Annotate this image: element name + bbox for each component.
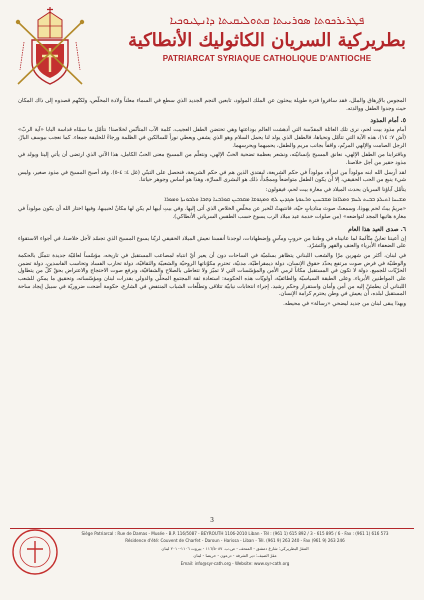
- footer-summer-residence-ar: مقرّ الصيف: دير الشرفة - درعون - حريصا - لبنان: [193, 553, 277, 558]
- section-heading: ٦. صدى العيد هذا العام: [348, 225, 406, 233]
- paragraph: وبهذا يبقى لبنان من جديد ليضحي «رسالة» في محيطه.: [283, 301, 406, 308]
- footer-divider: [10, 528, 414, 529]
- syriac-title: ܦܛܪܝܪܟܘܬܐ ܣܘܪܝܝܬܐ ܩܬܘܠܝܩܝܬܐ ܕܐܢܛܝܘܟܝܐ: [169, 14, 365, 27]
- section-heading: ٥. أمام المذود: [370, 117, 406, 125]
- letter-body: [18, 98, 406, 311]
- footer-contact: Email: info@syr-cath.org - Website: www.syr-cath.org: [180, 561, 290, 566]
- footer-address-ar: المقرّ البطريركي: شارع دمشق - المتحف - ص.ب. ١١٦/٥٠٨٧ - بيروت ١١٠٦-٢٠١٠ لبنان: [161, 546, 309, 551]
- patriarchate-emblem: [10, 6, 90, 88]
- paragraph: إن أعيننا تعاينُ متّألمةً لما عانيناه في وطننا من حروبٍ ومآسٍ وإضطهادات، لوجدنا أنفسنا نعيش الميلاد الحقيقي لربّنا يسوع المسيح الذي تجسّد لأجل خلاصنا، في أجواء الاستقواء على الضعفاء الأبرياء والعنف والقهر والتشرّد.: [18, 235, 406, 250]
- official-stamp: [10, 527, 60, 577]
- footer-address-fr: Siège Patriarcal : Rue de Damas - Musée - B.P. 116/5087 - BEYROUTH 1106-2010 Liban - Tél : (961 1) 615 892 / 3 - 615 895 / 6 - Fax : (961 1) 616 573: [81, 531, 389, 536]
- french-title: PATRIARCAT SYRIAQUE CATHOLIQUE D'ANTIOCHE: [162, 54, 372, 63]
- paragraph: لقد أرسل الله ابنه مولوداً من امرأة، مولوداً في حكم الشريعة، ليفتدي الذين هم في حكم الشريعة، فنحصل على التبنّي (غل ٤: ٤-٥). وقد أصبح المسيح في مذود صغير، وليس شيء ينبع من الحب الحقيقي، إلا أن يكون الطفل متواضعاً وممجّداً، ذلك هو البشرى السارّة، وهذا هو أساس وجوهر حياتنا.: [18, 169, 406, 184]
- paragraph: «مريمُ بيتُ لحم يهوذا، وسمعتْ صوتَ منادياتٍ حيّة، فانتبهتْ لتُخبر عن مخلّصِ الخلاص الذي أتى إليها. وفي بيتِ أبيها لم يكن لها مكانٌ لحبيبها، وفيها اختار الله أن يكون مولوداً في مغارة هاتيها المجد لتواضعه» (من صلوات خدمة عيد ميلاد الرب يسوع حسب الطقس السرياني الأنطاكي).: [18, 206, 406, 221]
- paragraph: وباقترابنا من الطفل الإلهي، نعانق المسيح بإنسانيّته، ونشعر بعظمة تضحية الحبّ الإلهي، ونتعلّم من المسيح معنى الحبّ الكامل، هذا الآتي الذي ارتضى أن يأتي إلينا ويولد في مذود حقير من أجل خلاصنا.: [18, 152, 406, 166]
- arabic-title: بطريركية السريان الكاثوليك الأنطاكية: [128, 30, 406, 51]
- paragraph: يتأمّل آباؤنا السريان بحدث الميلاد في مغارة بيت لحم، فيقولون:: [265, 187, 406, 194]
- letterhead: [118, 14, 416, 63]
- paragraph: في لبنان، أكثر من شهرين مرّا والشعب اللبناني يتظاهر بسلميّة في الساحات دون أن يعير أيّ انتباه لمصاعب المستقبل في تاريخه، مؤسّساً لعامّيّة جديدة تتمثّل بالحكمة والوطنيّة في فرض صوت مرتفع يحدّد حقوق الإنسان، دولة ديمقراطيّة، مدنيّة، تحترم مكوّناتها الروحيّة والشعبيّة والثقافيّة، دولة تحارب الفساد وتحاسب الفاسدين، دولة تضمن الحرّيّات للجميع. دولة لا تكون في المستقبل مكاناً لرمي الأمن والمؤسّسات التي لا تميّز ولا تتعاطى بالصلاح والشفافيّة، ونرفع صوت الاحتجاج والاعتراض بحقّ كلّ من يتطاول على المواطنين الأبرياء. وعلى الطبقة السياسيّة والطائفيّة، أولويّات هذه الحكومة: استعادة ثقة المجتمع المحلّي والدولي بقدرات لبنان ومؤسّساته، وتحقيق ما يمكن للشعب اللبناني أن يطمئنّ إليه من أمن وأمان واستقرار وحكم رشيد. إجراء انتخابات نيابيّة تتلاقى وتطلّعات الشباب المنتفض في الشارع، حكومة أضحت ضروريّة في سبيل إيجاد ساحة المستقبل لبلده، أن يعيش في وطن يحترم كرامة الإنسان.: [18, 252, 406, 298]
- paragraph: المجوس بالإرهاق والملل، فقد سافروا فترة طويلة يبحثون عن الملك المولود، تابعين النجم الجديد الذي سطع في السماء معلناً ولادة المخلّص، ولكنّهم قصدوه إلى ذاك المكان حيث وجدوا الطفل ووالدته.: [18, 98, 406, 112]
- paragraph: أمام مذود بيت لحم، نرى تلك العائلة المقدّسة التي أدهشت العالم بوداعتها وهي تحتضن الطفل العجيب، كلمة الآب المتأنّس لخلاصنا! نتأمّل ما سمّاه قداسة البابا «آية الربّ» (أش ٧: ١٤)، هذه الآية التي تتأمّل ونحياها، فالطفل الذي يولد لنا يحمل السلام وهو الذي يشفي ويعطي نوراً للسالكين في الظلمة ورجاءً للخليقة جمعاء. كما نعجب بيوسف البارّ، الرجل الصامت والإلهي المرنّم، واقفاً بجانب مريم والطفل، يحميهما ويحرسهما.: [18, 127, 406, 149]
- syriac-quote: ܡܫܝܚܐ ܐܬܝܠܕ ܒܒܝܬ ܠܚܡ ܘܡܠܐܟܐ ܡܫܒܚܝܢ ܘܪܥܘܬܐ ܣܓܕܝܢ ܠܗ ܘܡܓܘܫܐ ܡܩܪܒܝܢ ܩܘܪܒܢܐ ܕܗܒܐ ܘܠܒܘܢܬܐ ܘܡܘܪܐ: [164, 196, 406, 203]
- footer-summer-residence-fr: Résidence d'été: Couvent de Charfet - Daroun - Harissa - Liban - Tél. (961 9) 263 240 - Fax (961 9) 263 246: [125, 538, 345, 543]
- page-number: 3: [210, 517, 214, 524]
